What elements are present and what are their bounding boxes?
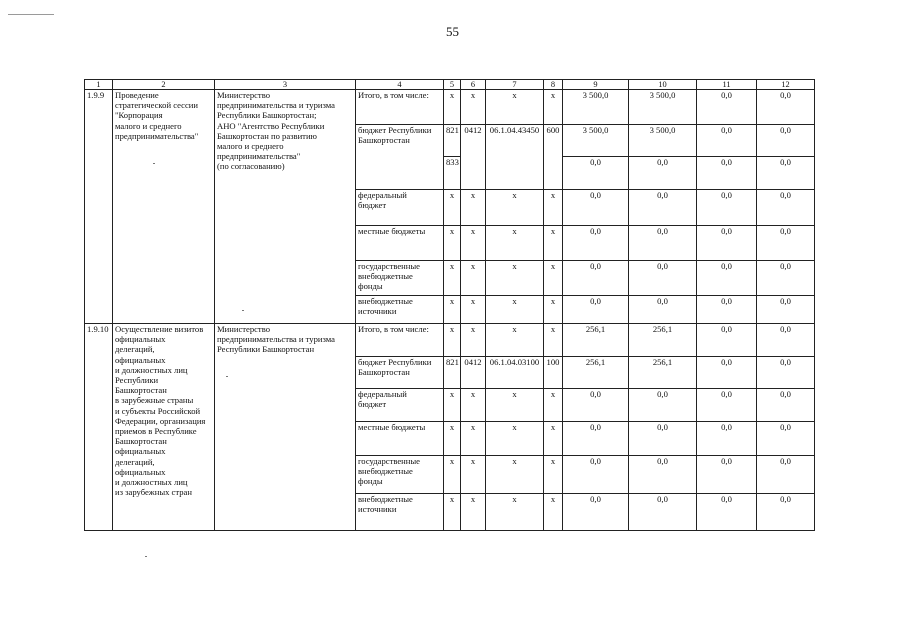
cell-c12: 0,0: [757, 357, 815, 389]
cell-c9: 256,1: [563, 324, 629, 357]
cell-c9: 0,0: [563, 157, 629, 190]
cell-c11: 0,0: [697, 422, 757, 456]
cell-c5: 833: [444, 157, 461, 190]
scan-corner-mark: [8, 14, 54, 15]
cell-c11: 0,0: [697, 324, 757, 357]
cell-c5: х: [444, 456, 461, 494]
funding-source-cell: Итого, в том числе:: [356, 324, 444, 357]
cell-c8: х: [544, 90, 563, 125]
cell-c10: 256,1: [629, 324, 697, 357]
cell-c12: 0,0: [757, 125, 815, 157]
header-cell: 7: [486, 80, 544, 90]
item-name-cell: Проведение стратегической сессии "Корпорация малого и среднего предпринимательства": [113, 90, 215, 324]
header-cell: 5: [444, 80, 461, 90]
cell-c10: 0,0: [629, 494, 697, 531]
cell-c11: 0,0: [697, 90, 757, 125]
funding-source-cell: местные бюджеты: [356, 422, 444, 456]
item-code-cell: 1.9.9: [85, 90, 113, 324]
funding-source-cell: внебюджетные источники: [356, 494, 444, 531]
cell-c5: х: [444, 261, 461, 296]
scan-speck: [153, 163, 155, 164]
cell-c5: х: [444, 90, 461, 125]
cell-c7: х: [486, 494, 544, 531]
cell-c8: 100: [544, 357, 563, 389]
cell-c6: х: [461, 90, 486, 125]
cell-c8: х: [544, 494, 563, 531]
cell-c7: 06.1.04.43450: [486, 125, 544, 190]
cell-c7: х: [486, 324, 544, 357]
cell-c7: х: [486, 389, 544, 422]
cell-c10: 0,0: [629, 456, 697, 494]
scan-speck: [145, 556, 147, 557]
funding-source-cell: государственные внебюджетные фонды: [356, 456, 444, 494]
cell-c10: 0,0: [629, 261, 697, 296]
cell-c12: 0,0: [757, 456, 815, 494]
cell-c7: х: [486, 261, 544, 296]
header-cell: 2: [113, 80, 215, 90]
table-row: [85, 90, 815, 125]
budget-table: [84, 79, 815, 531]
cell-c6: 0412: [461, 357, 486, 389]
page-number: 55: [446, 24, 459, 39]
funding-source-cell: федеральный бюджет: [356, 190, 444, 226]
cell-c10: 0,0: [629, 389, 697, 422]
cell-c10: 0,0: [629, 226, 697, 261]
header-cell: 10: [629, 80, 697, 90]
cell-c5: 821: [444, 125, 461, 157]
cell-c12: 0,0: [757, 422, 815, 456]
cell-c8: х: [544, 190, 563, 226]
cell-c11: 0,0: [697, 389, 757, 422]
cell-c11: 0,0: [697, 494, 757, 531]
header-cell: 11: [697, 80, 757, 90]
cell-c10: 3 500,0: [629, 90, 697, 125]
cell-c7: х: [486, 226, 544, 261]
cell-c12: 0,0: [757, 157, 815, 190]
item-name-cell: Осуществление визитов официальных делегаций, официальных и должностных лиц Республики Башкортостан в зарубежные страны и субъекты Российской Федерации, организация приемов в Республике Башкортостан официальных делегаций, официальных и должностных лиц из зарубежных стран: [113, 324, 215, 531]
cell-c5: х: [444, 190, 461, 226]
cell-c9: 0,0: [563, 296, 629, 324]
cell-c5: 821: [444, 357, 461, 389]
funding-source-cell: бюджет Республики Башкортостан: [356, 125, 444, 190]
cell-c5: х: [444, 389, 461, 422]
funding-source-cell: Итого, в том числе:: [356, 90, 444, 125]
cell-c8: х: [544, 296, 563, 324]
cell-c6: х: [461, 226, 486, 261]
item-code-cell: 1.9.10: [85, 324, 113, 531]
cell-c12: 0,0: [757, 296, 815, 324]
cell-c9: 0,0: [563, 494, 629, 531]
cell-c8: х: [544, 261, 563, 296]
cell-c11: 0,0: [697, 226, 757, 261]
cell-c10: 0,0: [629, 157, 697, 190]
cell-c9: 0,0: [563, 422, 629, 456]
cell-c7: 06.1.04.03100: [486, 357, 544, 389]
cell-c6: х: [461, 190, 486, 226]
cell-c11: 0,0: [697, 261, 757, 296]
table-row: [85, 324, 815, 357]
cell-c12: 0,0: [757, 90, 815, 125]
cell-c6: х: [461, 494, 486, 531]
cell-c5: х: [444, 494, 461, 531]
cell-c12: 0,0: [757, 389, 815, 422]
cell-c8: х: [544, 226, 563, 261]
header-cell: 4: [356, 80, 444, 90]
cell-c11: 0,0: [697, 190, 757, 226]
cell-c8: х: [544, 389, 563, 422]
funding-source-cell: внебюджетные источники: [356, 296, 444, 324]
cell-c5: х: [444, 226, 461, 261]
cell-c7: х: [486, 456, 544, 494]
cell-c9: 3 500,0: [563, 90, 629, 125]
header-cell: 9: [563, 80, 629, 90]
cell-c7: х: [486, 90, 544, 125]
executor-cell: Министерство предпринимательства и туризма Республики Башкортостан: [215, 324, 356, 531]
cell-c9: 3 500,0: [563, 125, 629, 157]
cell-c10: 0,0: [629, 190, 697, 226]
cell-c7: х: [486, 296, 544, 324]
funding-source-cell: местные бюджеты: [356, 226, 444, 261]
cell-c8: х: [544, 422, 563, 456]
cell-c5: х: [444, 422, 461, 456]
cell-c11: 0,0: [697, 157, 757, 190]
funding-source-cell: федеральный бюджет: [356, 389, 444, 422]
cell-c6: х: [461, 456, 486, 494]
cell-c9: 0,0: [563, 389, 629, 422]
scan-speck: [226, 376, 228, 377]
header-cell: 8: [544, 80, 563, 90]
cell-c8: 600: [544, 125, 563, 190]
cell-c9: 0,0: [563, 261, 629, 296]
funding-source-cell: государственные внебюджетные фонды: [356, 261, 444, 296]
cell-c12: 0,0: [757, 494, 815, 531]
header-cell: 12: [757, 80, 815, 90]
cell-c10: 0,0: [629, 422, 697, 456]
cell-c7: х: [486, 422, 544, 456]
cell-c5: х: [444, 324, 461, 357]
cell-c6: х: [461, 261, 486, 296]
header-cell: 1: [85, 80, 113, 90]
funding-source-cell: бюджет Республики Башкортостан: [356, 357, 444, 389]
cell-c7: х: [486, 190, 544, 226]
cell-c12: 0,0: [757, 324, 815, 357]
cell-c6: х: [461, 296, 486, 324]
cell-c6: 0412: [461, 125, 486, 190]
cell-c9: 256,1: [563, 357, 629, 389]
header-cell: 6: [461, 80, 486, 90]
cell-c12: 0,0: [757, 261, 815, 296]
cell-c11: 0,0: [697, 296, 757, 324]
scan-speck: [242, 310, 244, 311]
cell-c6: х: [461, 422, 486, 456]
cell-c5: х: [444, 296, 461, 324]
cell-c12: 0,0: [757, 190, 815, 226]
cell-c11: 0,0: [697, 125, 757, 157]
cell-c10: 0,0: [629, 296, 697, 324]
cell-c10: 256,1: [629, 357, 697, 389]
cell-c10: 3 500,0: [629, 125, 697, 157]
header-row: [85, 80, 815, 90]
cell-c12: 0,0: [757, 226, 815, 261]
cell-c11: 0,0: [697, 357, 757, 389]
cell-c9: 0,0: [563, 226, 629, 261]
header-cell: 3: [215, 80, 356, 90]
cell-c9: 0,0: [563, 456, 629, 494]
cell-c11: 0,0: [697, 456, 757, 494]
cell-c6: х: [461, 389, 486, 422]
cell-c9: 0,0: [563, 190, 629, 226]
cell-c8: х: [544, 456, 563, 494]
executor-cell: Министерство предпринимательства и туризма Республики Башкортостан; АНО "Агентство Республики Башкортостан по развитию малого и среднего предпринимательства" (по согласованию): [215, 90, 356, 324]
cell-c6: х: [461, 324, 486, 357]
cell-c8: х: [544, 324, 563, 357]
